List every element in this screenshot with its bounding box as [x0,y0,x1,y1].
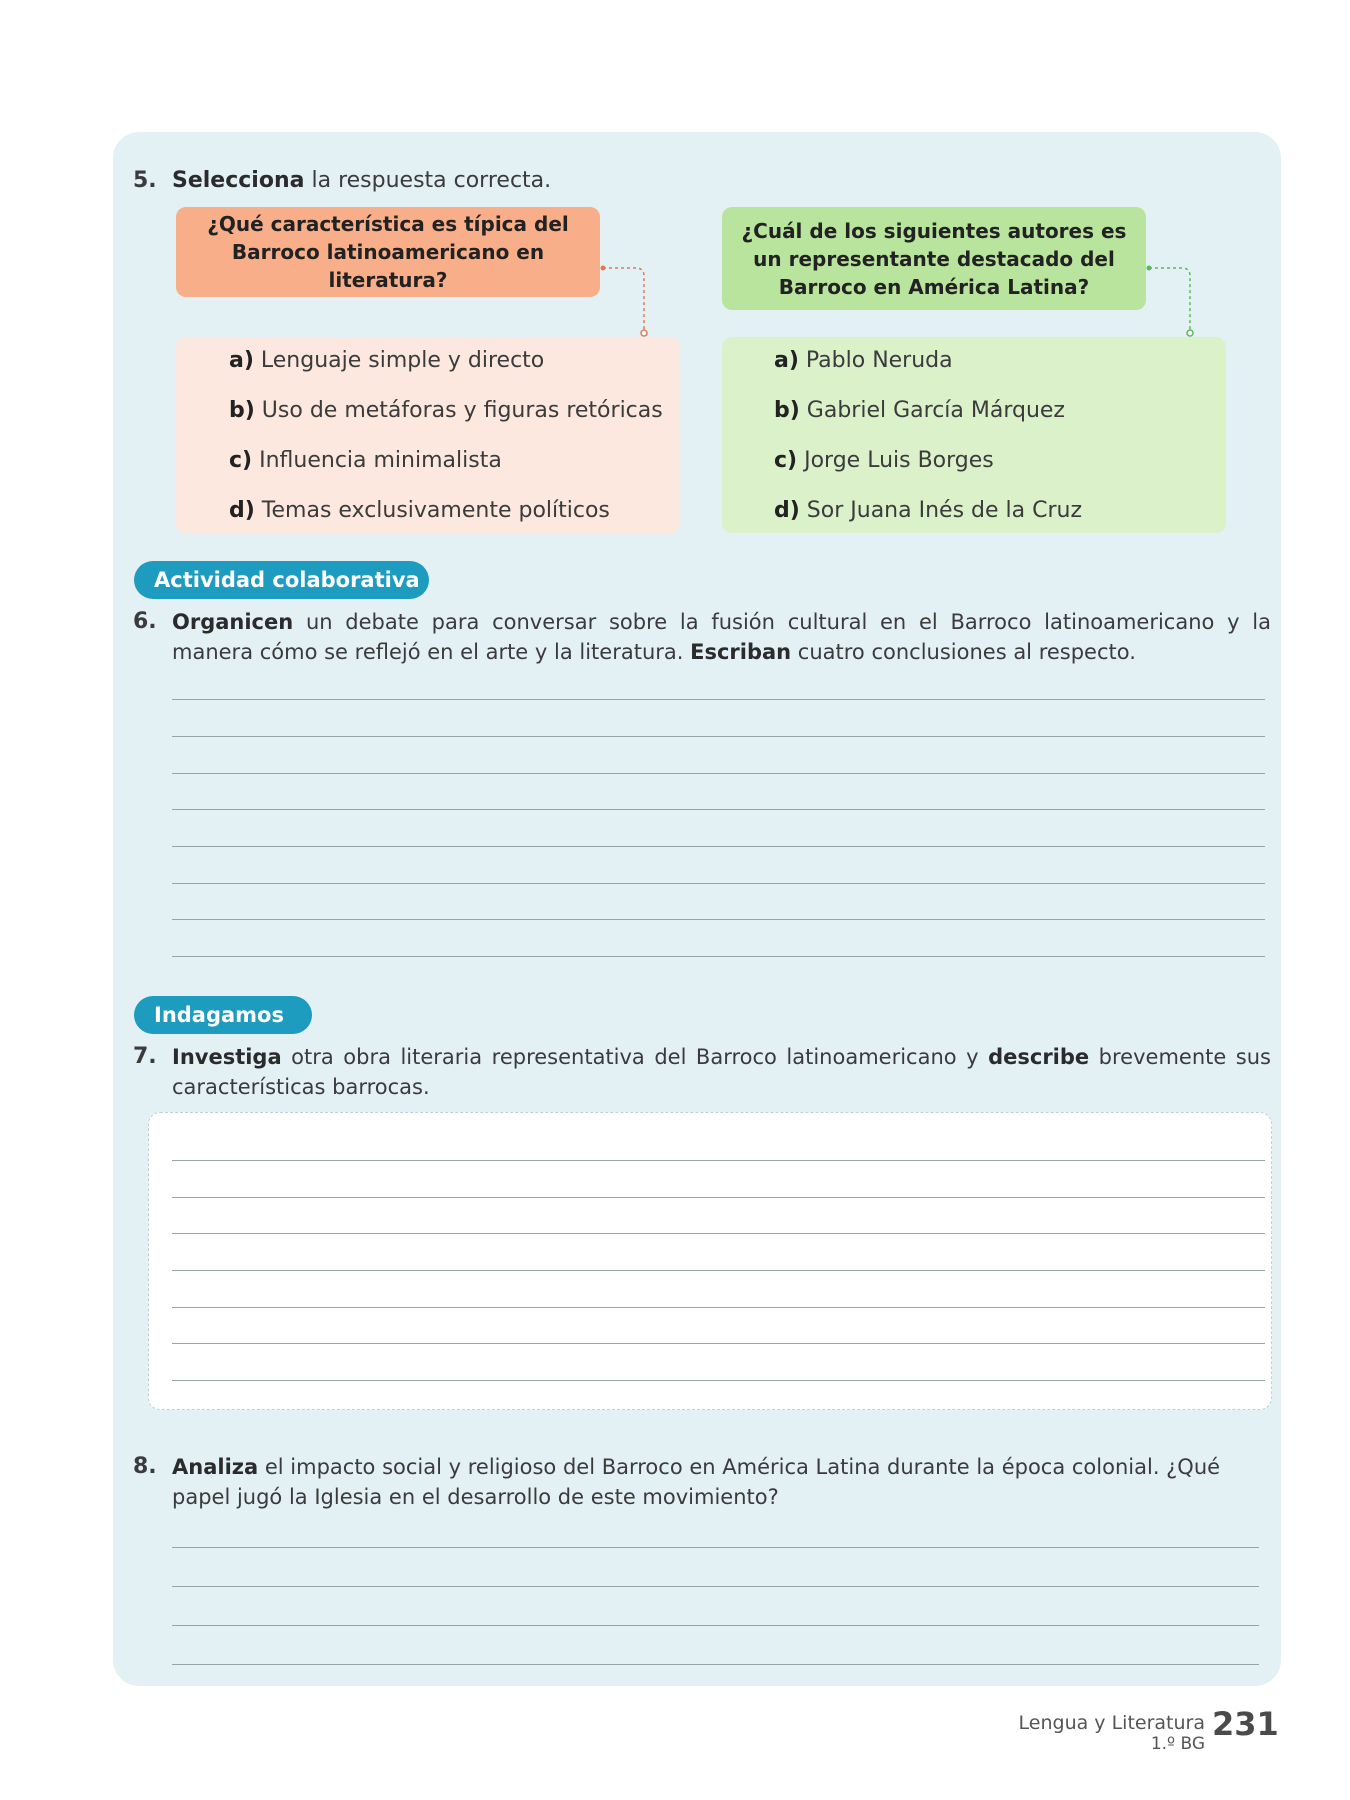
question-number: 7. [133,1044,157,1069]
option-left-d[interactable]: d) Temas exclusivamente políticos [229,498,610,523]
writing-line [172,1233,1265,1234]
page-number: 231 [1212,1705,1279,1743]
option-right-a[interactable]: a) Pablo Neruda [774,348,953,373]
section-badge-collaborative: Actividad colaborativa [134,561,429,599]
question-number: 8. [133,1454,157,1479]
instruction-verb: Selecciona [172,168,305,193]
connector-lines [0,0,1350,360]
instruction-verb: Escriban [690,640,792,664]
question-number: 6. [133,609,157,634]
writing-line [172,846,1265,847]
option-right-c[interactable]: c) Jorge Luis Borges [774,448,994,473]
writing-line [172,1586,1259,1587]
writing-line [172,809,1265,810]
instruction-text: la respuesta correcta. [304,168,552,193]
writing-line [172,1270,1265,1271]
footer-subject: Lengua y Literatura [1018,1712,1205,1734]
question-text-left: ¿Qué característica es típica del Barroco latinoamericano en literatura? [207,212,569,292]
option-left-a[interactable]: a) Lenguaje simple y directo [229,348,545,373]
option-right-d[interactable]: d) Sor Juana Inés de la Cruz [774,498,1082,523]
writing-line [172,1625,1259,1626]
writing-line [172,773,1265,774]
instruction-verb: Analiza [172,1455,259,1479]
question-7: 7. Investiga otra obra literaria representativa del Barroco latinoamericano y describe brevemente sus características barrocas. [133,1044,1271,1099]
writing-line [172,1664,1259,1665]
question-text-right: ¿Cuál de los siguientes autores es un representante destacado del Barroco en América Latina? [741,218,1127,299]
writing-line [172,1307,1265,1308]
instruction-verb: Organicen [172,610,294,634]
writing-line [172,956,1265,957]
writing-line [172,1160,1265,1161]
writing-line [172,699,1265,700]
footer-grade: 1.º BG [1150,1734,1205,1754]
instruction-verb: Investiga [172,1045,282,1069]
writing-line [172,1197,1265,1198]
writing-line [172,1547,1259,1548]
answer-box-q7[interactable] [148,1112,1272,1410]
option-right-b[interactable]: b) Gabriel García Márquez [774,398,1065,423]
writing-line [172,736,1265,737]
writing-line [172,1343,1265,1344]
writing-line [172,919,1265,920]
question-number: 5. [133,168,157,193]
section-badge-research: Indagamos [134,996,312,1034]
question-6: 6. Organicen un debate para conversar sobre la fusión cultural en el Barroco latinoamericano y la manera cómo se reflejó en el arte y la literatura. Escriban cuatro conclusiones al respecto. [133,609,1271,664]
question-8: 8. Analiza el impacto social y religioso del Barroco en América Latina durante la época colonial. ¿Qué papel jugó la Iglesia en el desarrollo de este movimiento? [133,1454,1221,1509]
option-left-b[interactable]: b) Uso de metáforas y figuras retóricas [229,398,663,423]
instruction-verb: describe [988,1045,1090,1069]
writing-line [172,883,1265,884]
option-left-c[interactable]: c) Influencia minimalista [229,448,502,473]
writing-line [172,1380,1265,1381]
